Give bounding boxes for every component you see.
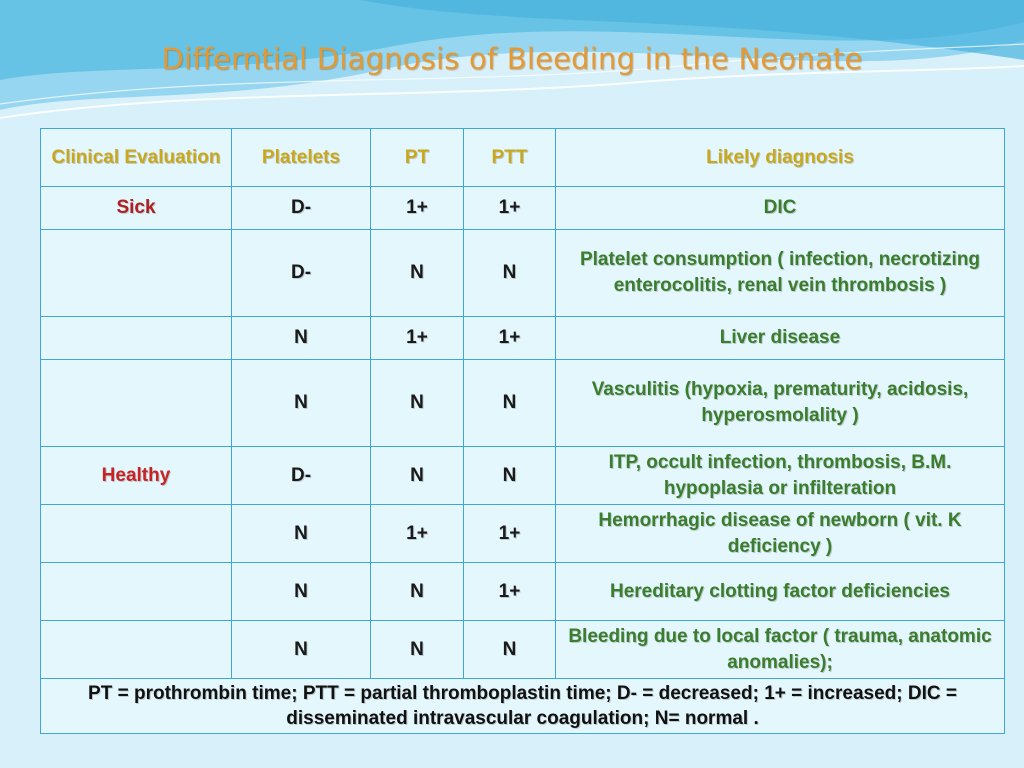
header-platelets: Platelets [232,129,371,187]
ptt-cell: N [464,360,556,447]
ptt-cell: N [464,621,556,679]
diagnosis-table [40,128,1005,734]
diagnosis-cell: Liver disease [556,317,1005,360]
pt-cell: 1+ [371,317,464,360]
header-clinical-evaluation: Clinical Evaluation [41,129,232,187]
ptt-cell: 1+ [464,505,556,563]
clinical-cell: Sick [41,187,232,230]
diagnosis-cell: Hemorrhagic disease of newborn ( vit. K deficiency ) [556,505,1005,563]
table-row [41,621,1005,679]
pt-cell: N [371,621,464,679]
platelets-cell: N [232,505,371,563]
pt-cell: N [371,447,464,505]
pt-cell: N [371,360,464,447]
table-row [41,505,1005,563]
diagnosis-cell: Vasculitis (hypoxia, prematurity, acidosis, hyperosmolality ) [556,360,1005,447]
platelets-cell: D- [232,230,371,317]
table-row [41,563,1005,621]
header-ptt: PTT [464,129,556,187]
diagnosis-cell: Platelet consumption ( infection, necrotizing enterocolitis, renal vein thrombosis ) [556,230,1005,317]
clinical-cell [41,317,232,360]
slide-title: Differntial Diagnosis of Bleeding in the Neonate [161,42,863,76]
clinical-cell [41,563,232,621]
clinical-cell [41,505,232,563]
pt-cell: 1+ [371,505,464,563]
table-footnote: PT = prothrombin time; PTT = partial thromboplastin time; D- = decreased; 1+ = increased; DIC = disseminated intravascular coagulation; N= normal . [41,679,1005,734]
ptt-cell: 1+ [464,563,556,621]
pt-cell: N [371,230,464,317]
table-row [41,360,1005,447]
clinical-cell [41,621,232,679]
table-header-row [41,129,1005,187]
clinical-cell [41,230,232,317]
diagnosis-cell: ITP, occult infection, thrombosis, B.M. hypoplasia or infilteration [556,447,1005,505]
pt-cell: 1+ [371,187,464,230]
ptt-cell: N [464,447,556,505]
platelets-cell: D- [232,447,371,505]
header-pt: PT [371,129,464,187]
platelets-cell: N [232,563,371,621]
table-row [41,317,1005,360]
header-likely-diagnosis: Likely diagnosis [556,129,1005,187]
table-row [41,447,1005,505]
ptt-cell: 1+ [464,187,556,230]
platelets-cell: D- [232,187,371,230]
diagnosis-cell: Bleeding due to local factor ( trauma, anatomic anomalies); [556,621,1005,679]
table-row [41,187,1005,230]
platelets-cell: N [232,317,371,360]
ptt-cell: 1+ [464,317,556,360]
pt-cell: N [371,563,464,621]
clinical-cell [41,360,232,447]
footnote-row [41,679,1005,734]
table-row [41,230,1005,317]
diagnosis-cell: DIC [556,187,1005,230]
clinical-cell: Healthy [41,447,232,505]
platelets-cell: N [232,360,371,447]
ptt-cell: N [464,230,556,317]
diagnosis-cell: Hereditary clotting factor deficiencies [556,563,1005,621]
platelets-cell: N [232,621,371,679]
